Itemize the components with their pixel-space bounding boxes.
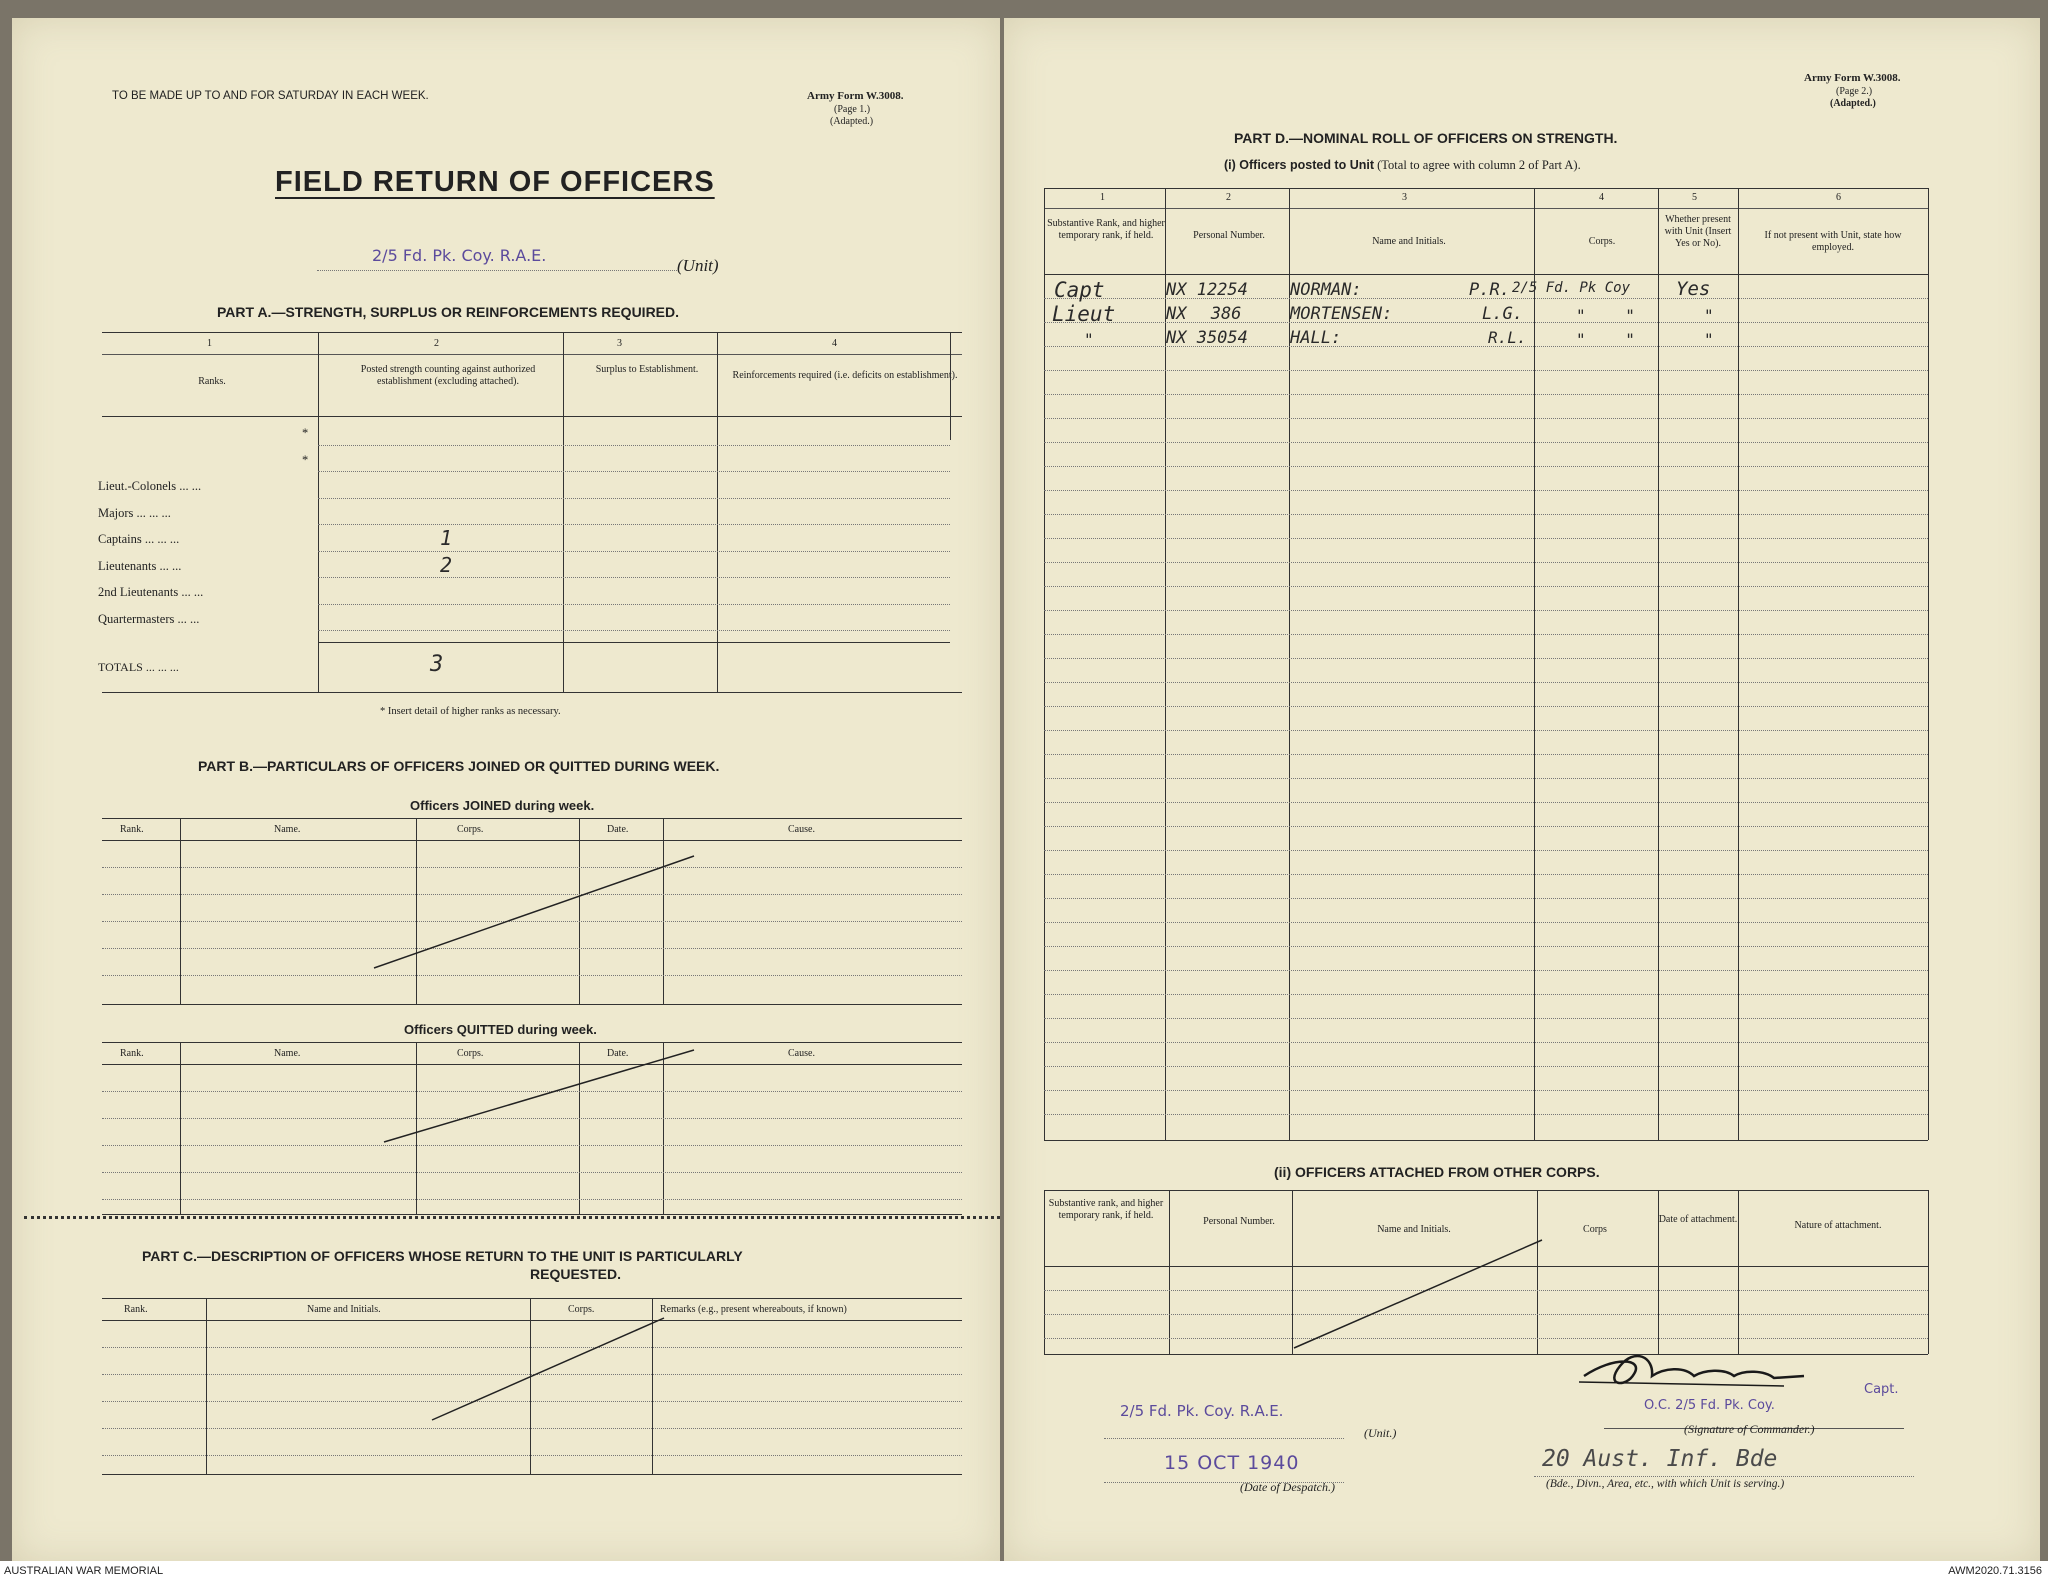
attached-cancel-strokes — [1004, 18, 2040, 1563]
part-d-header-rank: Substantive Rank, and higher temporary rank, if held. — [1047, 218, 1165, 241]
entry-3-name: HALL: — [1290, 328, 1342, 348]
unit-stamp-2: 2/5 Fd. Pk. Coy. R.A.E. — [1120, 1402, 1284, 1420]
part-d-colnum-6: 6 — [1836, 192, 1841, 203]
attached-header-nature: Nature of attachment. — [1794, 1220, 1882, 1231]
part-c-header-rank: Rank. — [124, 1304, 148, 1315]
entry-2-name: MORTENSEN: — [1290, 304, 1393, 324]
form-adapted-2: (Adapted.) — [1830, 98, 1876, 109]
part-c-cancel-stroke — [432, 1318, 664, 1420]
form-id: Army Form W.3008. — [807, 90, 904, 102]
entry-2-number: NX 386 — [1166, 304, 1242, 324]
page-2 — [1004, 18, 2040, 1563]
part-c-title-line1: PART C.—DESCRIPTION OF OFFICERS WHOSE RETURN TO THE UNIT IS PARTICULARLY — [142, 1248, 743, 1264]
part-a-colnum-2: 2 — [434, 338, 439, 349]
signature-stamp: O.C. 2/5 Fd. Pk. Coy. — [1644, 1398, 1775, 1413]
part-a-header-surplus: Surplus to Establishment. — [595, 364, 699, 375]
attached-header-rank: Substantive rank, and higher temporary rank, if held. — [1048, 1198, 1164, 1221]
footer-left: AUSTRALIAN WAR MEMORIAL — [4, 1565, 164, 1577]
quitted-cancel-stroke — [384, 1050, 694, 1142]
signature-label: (Signature of Commander.) — [1684, 1422, 1815, 1436]
unit-label-2: (Unit.) — [1364, 1426, 1397, 1440]
quitted-header-cause: Cause. — [788, 1048, 815, 1059]
entry-3-initials: R.L. — [1488, 328, 1527, 347]
page-title: FIELD RETURN OF OFFICERS — [275, 166, 715, 198]
part-d-colnum-5: 5 — [1692, 192, 1697, 203]
date-stamp: 15 OCT 1940 — [1164, 1452, 1300, 1474]
part-d-header-present: Whether present with Unit (Insert Yes or No). — [1664, 214, 1732, 249]
part-a-footnote: * Insert detail of higher ranks as necessary. — [380, 706, 561, 717]
joined-header-date: Date. — [607, 824, 629, 835]
part-d-header-number: Personal Number. — [1193, 230, 1265, 241]
part-a-posted-value: 1 — [440, 526, 453, 550]
entry-3-number: NX 35054 — [1166, 328, 1248, 348]
cancel-strokes — [12, 18, 1000, 1563]
part-a-header-ranks: Ranks. — [198, 376, 226, 387]
joined-header-cause: Cause. — [788, 824, 815, 835]
quitted-header-name: Name. — [274, 1048, 301, 1059]
attached-header-number: Personal Number. — [1203, 1216, 1275, 1227]
part-a-title: PART A.—STRENGTH, SURPLUS OR REINFORCEMENTS REQUIRED. — [217, 304, 680, 320]
part-a-rank-label: Quartermasters ... ... — [98, 611, 200, 626]
part-d-colnum-3: 3 — [1402, 192, 1407, 203]
brigade-line — [1534, 1476, 1914, 1477]
entry-3-corps: " " — [1576, 330, 1635, 349]
form-id-2: Army Form W.3008. — [1804, 72, 1901, 84]
entry-1-number: NX 12254 — [1166, 280, 1248, 300]
part-a-totals-label: TOTALS ... ... ... — [98, 660, 179, 674]
entry-3-present: " — [1704, 330, 1714, 349]
signature-rank: Capt. — [1864, 1382, 1899, 1397]
part-a-rank-label: Majors ... ... ... — [98, 505, 171, 520]
entry-2-present: " — [1704, 306, 1714, 325]
part-c-header-remarks: Remarks (e.g., present whereabouts, if known) — [660, 1304, 847, 1315]
unit-stamp: 2/5 Fd. Pk. Coy. R.A.E. — [372, 246, 547, 265]
part-d-subtitle-rest: (Total to agree with column 2 of Part A). — [1377, 158, 1581, 172]
entry-1-initials: P.R. — [1469, 280, 1510, 300]
archive-footer — [0, 1561, 2048, 1581]
part-d-header-corps: Corps. — [1588, 236, 1616, 247]
attached-header-date: Date of attachment. — [1658, 1214, 1738, 1225]
attached-header-corps: Corps — [1583, 1224, 1607, 1235]
attached-cancel-stroke — [1294, 1240, 1542, 1348]
entry-2-initials: L.G. — [1482, 304, 1523, 324]
part-d-title: PART D.—NOMINAL ROLL OF OFFICERS ON STRENGTH. — [1234, 130, 1618, 146]
entry-1-present: Yes — [1676, 278, 1711, 300]
part-d-header-name: Name and Initials. — [1372, 236, 1446, 247]
part-d-header-employed: If not present with Unit, state how employed. — [1764, 230, 1902, 253]
brigade-label: (Bde., Divn., Area, etc., with which Unit is serving.) — [1546, 1478, 1785, 1490]
page-1 — [12, 18, 1000, 1563]
joined-cancel-stroke — [374, 856, 694, 968]
part-a-rank-label: * — [302, 426, 309, 440]
joined-header-corps: Corps. — [457, 824, 484, 835]
form-adapted: (Adapted.) — [830, 116, 874, 127]
part-c-header-corps: Corps. — [568, 1304, 595, 1315]
part-d-colnum-4: 4 — [1599, 192, 1604, 203]
form-page: (Page 1.) — [834, 104, 871, 115]
part-d-subtitle-bold: (i) Officers posted to Unit — [1224, 158, 1374, 172]
joined-header-name: Name. — [274, 824, 301, 835]
entry-1-corps: 2/5 Fd. Pk Coy — [1512, 280, 1631, 296]
footer-right: AWM2020.71.3156 — [1948, 1565, 2042, 1577]
part-a-totals-value: 3 — [430, 652, 444, 677]
entry-2-corps: " " — [1576, 306, 1635, 325]
entry-3-rank: " — [1084, 330, 1094, 349]
part-b-title: PART B.—PARTICULARS OF OFFICERS JOINED OR QUITTED DURING WEEK. — [198, 758, 720, 774]
quitted-title: Officers QUITTED during week. — [404, 1022, 597, 1037]
part-a-posted-value: 2 — [440, 552, 453, 577]
attached-title: (ii) OFFICERS ATTACHED FROM OTHER CORPS. — [1274, 1164, 1600, 1180]
part-d-colnum-1: 1 — [1100, 192, 1105, 203]
part-a-colnum-4: 4 — [832, 338, 837, 349]
joined-header-rank: Rank. — [120, 824, 144, 835]
date-label: (Date of Despatch.) — [1240, 1480, 1335, 1494]
entry-2-rank: Lieut — [1052, 302, 1116, 326]
part-a-rank-label: Lieutenants ... ... — [98, 558, 182, 573]
unit-label: (Unit) — [677, 256, 719, 275]
quitted-header-date: Date. — [607, 1048, 629, 1059]
part-a-colnum-3: 3 — [617, 338, 622, 349]
signature-scrawl — [1574, 1336, 1814, 1406]
attached-header-name: Name and Initials. — [1377, 1224, 1451, 1235]
part-c-title-line2: REQUESTED. — [530, 1266, 622, 1282]
form-page-2: (Page 2.) — [1836, 86, 1873, 97]
part-c-header-name: Name and Initials. — [307, 1304, 381, 1315]
instruction-text: TO BE MADE UP TO AND FOR SATURDAY IN EACH WEEK. — [112, 90, 429, 102]
unit-line-2 — [1104, 1438, 1344, 1439]
part-d-colnum-2: 2 — [1226, 192, 1231, 203]
entry-1-rank: Capt — [1054, 278, 1105, 302]
entry-1-name: NORMAN: — [1290, 280, 1362, 300]
part-a-header-posted: Posted strength counting against authorized establishment (excluding attached). — [360, 364, 536, 387]
part-a-rank-label: Lieut.-Colonels ... ... — [98, 479, 202, 493]
part-a-colnum-1: 1 — [207, 338, 212, 349]
quitted-header-rank: Rank. — [120, 1048, 144, 1059]
joined-title: Officers JOINED during week. — [410, 798, 595, 813]
brigade-handwritten: 20 Aust. Inf. Bde — [1542, 1446, 1778, 1472]
part-a-rank-label: * — [302, 452, 309, 467]
part-a-rank-label: 2nd Lieutenants ... ... — [98, 585, 204, 599]
part-a-rank-label: Captains ... ... ... — [98, 532, 180, 546]
part-a-header-reinforce: Reinforcements required (i.e. deficits on establishment). — [732, 370, 958, 381]
quitted-header-corps: Corps. — [457, 1048, 484, 1059]
